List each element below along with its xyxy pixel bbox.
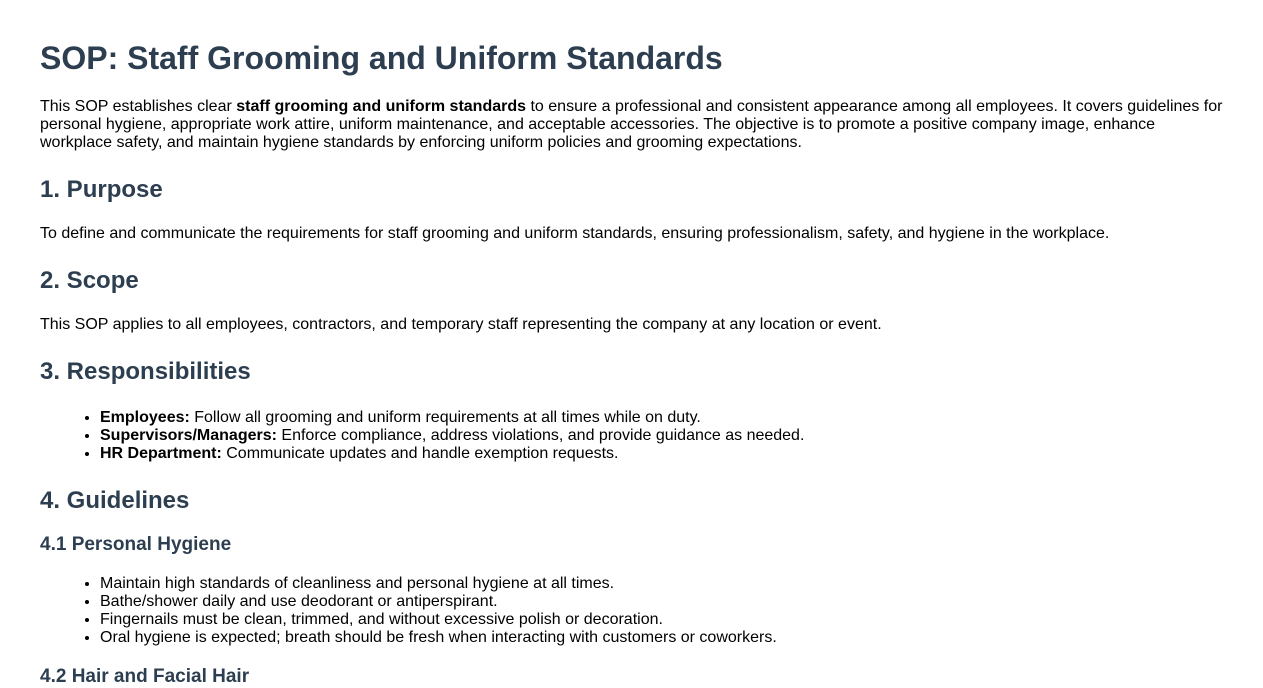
personal-hygiene-list: [40, 575, 1223, 647]
responsibilities-list: [40, 409, 1223, 463]
list-item: • Oral hygiene is expected; breath should be fresh when interacting with customers or coworkers.: [100, 629, 1223, 647]
section-heading-guidelines: 4. Guidelines: [40, 487, 190, 514]
section-heading-purpose: 1. Purpose: [40, 176, 163, 203]
section-heading-scope: 2. Scope: [40, 267, 139, 294]
scope-text: This SOP applies to all employees, contractors, and temporary staff representing the company at any location or event.: [40, 316, 882, 333]
list-item: [100, 409, 1223, 427]
list-item: [100, 427, 1223, 445]
intro-paragraph: [40, 98, 1230, 152]
page-title: SOP: Staff Grooming and Uniform Standards: [40, 40, 723, 76]
intro-text-start: This SOP establishes clear: [40, 98, 237, 115]
subsection-heading-personal-hygiene: 4.1 Personal Hygiene: [40, 534, 232, 555]
role-label: Supervisors/Managers:: [100, 427, 277, 444]
role-label: HR Department:: [100, 445, 222, 462]
list-item: • Bathe/shower daily and use deodorant or antiperspirant.: [100, 593, 1223, 611]
role-description: Follow all grooming and uniform requirements at all times while on duty.: [189, 409, 701, 426]
intro-text-end: to ensure a professional and consistent appearance among all employees. It covers guidelines for personal hygiene, appropriate work attire, uniform maintenance, and acceptable accessories. The objective is to promote a positive company image, enhance workplace safety, and maintain hygiene standards by enforcing uniform policies and grooming expectations.: [40, 98, 1223, 151]
role-description: Enforce compliance, address violations, and provide guidance as needed.: [276, 427, 805, 444]
list-item: • Fingernails must be clean, trimmed, and without excessive polish or decoration.: [100, 611, 1223, 629]
list-item: • Maintain high standards of cleanliness and personal hygiene at all times.: [100, 575, 1223, 593]
section-heading-responsibilities: 3. Responsibilities: [40, 358, 251, 385]
role-label: Employees:: [100, 409, 190, 426]
intro-bold-text: staff grooming and uniform standards: [236, 98, 527, 115]
role-description: Communicate updates and handle exemption requests.: [221, 445, 619, 462]
subsection-heading-hair-facial-hair: 4.2 Hair and Facial Hair: [40, 666, 250, 687]
purpose-text: To define and communicate the requirements for staff grooming and uniform standards, ensuring professionalism, safety, and hygiene in the workplace.: [40, 225, 1110, 242]
list-item: [100, 445, 1223, 463]
